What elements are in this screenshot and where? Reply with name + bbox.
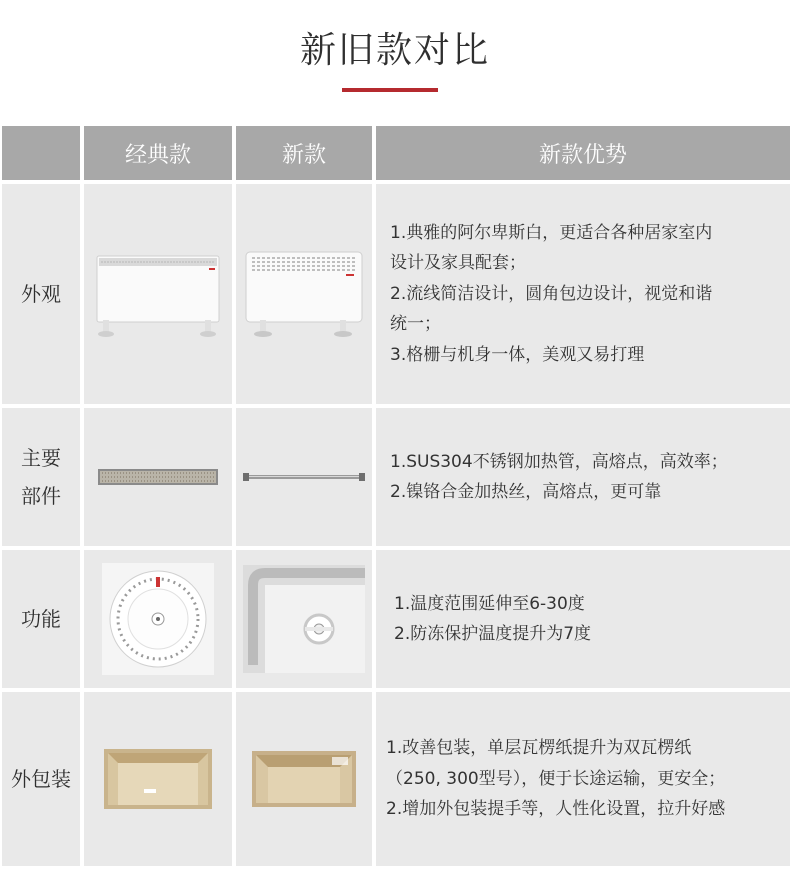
advantage-function: 1.温度范围延伸至6-30度 2.防冻保护温度提升为7度 [376,550,790,688]
new-parts-image [236,408,372,546]
classic-box-image [104,749,212,809]
classic-thermostat-knob-image [102,563,214,675]
classic-packaging-image [84,692,232,866]
classic-parts-image [84,408,232,546]
classic-function-image [84,550,232,688]
page-title: 新旧款对比 [299,30,490,71]
row-label-function: 功能 [2,550,80,688]
row-label-packaging: 外包装 [2,692,80,866]
row-label-appearance: 外观 [2,184,80,404]
header-empty-cell [2,126,80,180]
new-appearance-image [236,184,372,404]
header-advantage: 新款优势 [376,126,790,180]
header-classic: 经典款 [84,126,232,180]
comparison-table [0,126,790,866]
row-label-main-parts: 主要 部件 [2,408,80,546]
new-packaging-image [236,692,372,866]
new-function-image [236,550,372,688]
advantage-main-parts: 1.SUS304不锈钢加热管，高熔点，高效率； 2.镍铬合金加热丝，高熔点，更可靠 [376,408,790,546]
new-box-image [252,751,356,807]
classic-appearance-image [84,184,232,404]
new-heating-tube-image [243,469,365,485]
classic-heating-element-image [96,465,220,489]
classic-heater-image [93,250,223,338]
header-new: 新款 [236,126,372,180]
new-thermostat-panel-image [243,565,365,673]
title-underline [342,88,438,92]
advantage-appearance: 1.典雅的阿尔卑斯白，更适合各种居家室内 设计及家具配套； 2.流线简洁设计，圆角包边设计，视觉和谐 统一； 3.格栅与机身一体，美观又易打理 [376,184,790,404]
new-heater-image [242,248,366,340]
advantage-packaging: 1.改善包装，单层瓦楞纸提升为双瓦楞纸 （250, 300型号），便于长途运输，更安全； 2.增加外包装提手等，人性化设置，拉升好感 [376,692,790,866]
